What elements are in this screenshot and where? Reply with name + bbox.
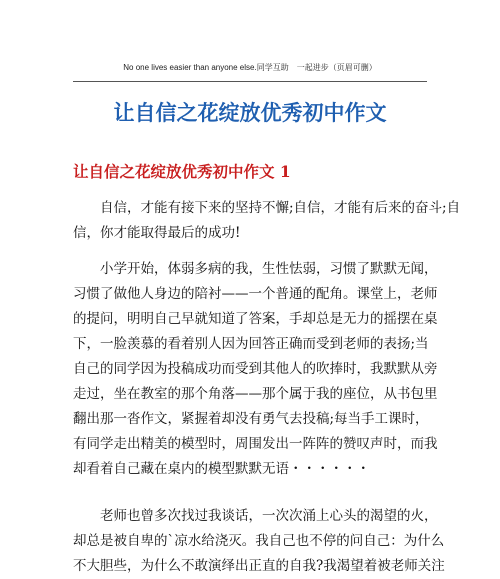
paragraph-line: 翻出那一沓作文，紧握着却没有勇气去投稿;每当手工课时，: [73, 411, 429, 427]
paragraph-2: [73, 257, 438, 482]
section-heading: 让自信之花绽放优秀初中作文 1: [73, 162, 291, 181]
paragraph-line: 下，一脸羡慕的看着别人因为回答正确而受到老师的表扬;当: [73, 336, 429, 352]
paragraph-line: 信，你才能取得最后的成功!: [73, 225, 241, 241]
paragraph-line: 习惯了做他人身边的陪衬——一个普通的配角。课堂上，老师: [73, 286, 438, 302]
page-header: No one lives easier than anyone else.同学互助 一起进步（页眉可删）: [123, 63, 377, 72]
paragraph-1: [73, 196, 461, 246]
paragraph-line: 老师也曾多次找过我谈话，一次次涌上心头的渴望的火，: [100, 508, 438, 524]
document-title: 让自信之花绽放优秀初中作文: [113, 100, 387, 125]
paragraph-line: 走过，坐在教室的那个角落——那个属于我的座位，从书包里: [73, 386, 438, 402]
paragraph-line: 不大胆些，为什么不敢演绎出正直的自我?我渴望着被老师关注: [73, 558, 445, 574]
paragraph-line: 小学开始，体弱多病的我，生性怯弱，习惯了默默无闻，: [100, 261, 438, 277]
paragraph-line: 却总是被自卑的`凉水给浇灭。我自己也不停的问自己：为什么: [73, 533, 445, 549]
paragraph-3: [73, 504, 445, 579]
paragraph-line: 的提问，明明自己早就知道了答案，手却总是无力的摇摆在桌: [73, 311, 438, 327]
paragraph-line: 却看着自己藏在桌内的模型默默无语・・・・・・: [73, 461, 370, 477]
header-divider: [73, 81, 427, 82]
paragraph-line: 自信，才能有接下来的坚持不懈;自信，才能有后来的奋斗;自: [100, 200, 461, 216]
paragraph-line: 自己的同学因为投稿成功而受到其他人的吹捧时，我默默从旁: [73, 361, 438, 377]
paragraph-line: 有同学走出精美的模型时，周围发出一阵阵的赞叹声时，而我: [73, 436, 438, 452]
